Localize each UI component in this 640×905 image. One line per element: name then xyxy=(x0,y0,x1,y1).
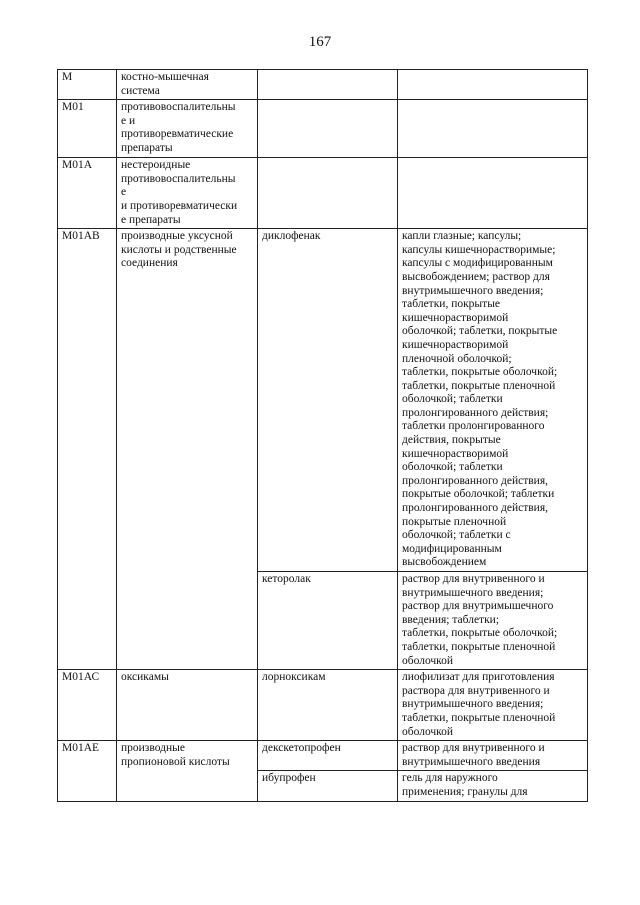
group-name: костно-мышечная система xyxy=(121,71,209,97)
forms-cell xyxy=(398,670,588,741)
forms-cell xyxy=(398,158,588,229)
atc-code-cell xyxy=(58,741,117,801)
dosage-forms: гель для наружного применения; гранулы для xyxy=(402,772,528,798)
forms-cell xyxy=(398,229,588,572)
table-row xyxy=(58,670,588,741)
group-cell xyxy=(117,229,258,670)
drug-cell xyxy=(258,158,398,229)
drug-table xyxy=(57,69,588,802)
group-name: противовоспалительны е и противоревматические препараты xyxy=(121,101,236,154)
atc-code-cell xyxy=(58,70,117,100)
dosage-forms: лиофилизат для приготовления раствора для внутривенного и внутримышечного введения; таблетки, покрытые пленочной оболочкой xyxy=(402,671,556,738)
table-row xyxy=(58,158,588,229)
drug-cell xyxy=(258,100,398,158)
table-row xyxy=(58,70,588,100)
table-row xyxy=(58,741,588,771)
forms-cell xyxy=(398,70,588,100)
drug-name: диклофенак xyxy=(262,230,321,243)
page-number: 167 xyxy=(308,34,332,50)
drug-cell xyxy=(258,670,398,741)
drug-name: кеторолак xyxy=(262,573,311,585)
group-cell xyxy=(117,100,258,158)
forms-cell xyxy=(398,741,588,771)
atc-code-cell xyxy=(58,670,117,741)
table-row xyxy=(58,100,588,158)
atc-code: М01АЕ xyxy=(62,742,100,755)
atc-code: М01АВ xyxy=(62,230,100,243)
group-cell xyxy=(117,670,258,741)
group-cell xyxy=(117,741,258,801)
drug-name: декскетопрофен xyxy=(262,742,341,755)
drug-cell xyxy=(258,70,398,100)
atc-code: М01АС xyxy=(62,671,100,684)
dosage-forms: раствор для внутривенного и внутримышечного введения xyxy=(402,742,545,768)
atc-code-cell xyxy=(58,100,117,158)
dosage-forms: капли глазные; капсулы; капсулы кишечнорастворимые; капсулы с модифицированным высвобождением; раствор для внутримышечного введения; таблетки, покрытые кишечнорастворимой оболочкой; таблетки, покрытые кишечнорастворимой пленочной оболочкой; таблетки, покрытые оболочкой; таблетки, покрытые пленочной оболочкой; таблетки пролонгированного действия; таблетки пролонгированного действия, покрытые кишечнорастворимой оболочкой; таблетки пролонгированного действия, покрытые оболочкой; таблетки пролонгированного действия, покрытые пленочной оболочкой; таблетки с модифицированным высвобождением xyxy=(402,230,558,569)
group-name: производные пропионовой кислоты xyxy=(121,742,230,768)
drug-cell xyxy=(258,771,398,801)
table-row xyxy=(58,229,588,572)
drug-name: ибупрофен xyxy=(262,772,316,785)
drug-cell xyxy=(258,229,398,572)
atc-code-cell xyxy=(58,229,117,670)
forms-cell xyxy=(398,771,588,801)
group-cell xyxy=(117,70,258,100)
forms-cell xyxy=(398,100,588,158)
atc-code: М xyxy=(62,71,73,83)
group-name: производные уксусной кислоты и родственные соединения xyxy=(121,230,237,270)
drug-cell xyxy=(258,572,398,670)
dosage-forms: раствор для внутривенного и внутримышечного введения; раствор для внутримышечного введения; таблетки; таблетки, покрытые оболочкой; таблетки, покрытые пленочной оболочкой xyxy=(402,573,558,667)
group-cell xyxy=(117,158,258,229)
drug-cell xyxy=(258,741,398,771)
atc-code: М01А xyxy=(62,159,93,172)
group-name: оксикамы xyxy=(121,671,169,684)
atc-code-cell xyxy=(58,158,117,229)
atc-code: М01 xyxy=(62,101,84,114)
group-name: нестероидные противовоспалительны е и противоревматически е препараты xyxy=(121,159,238,226)
forms-cell xyxy=(398,572,588,670)
drug-name: лорноксикам xyxy=(262,671,326,684)
